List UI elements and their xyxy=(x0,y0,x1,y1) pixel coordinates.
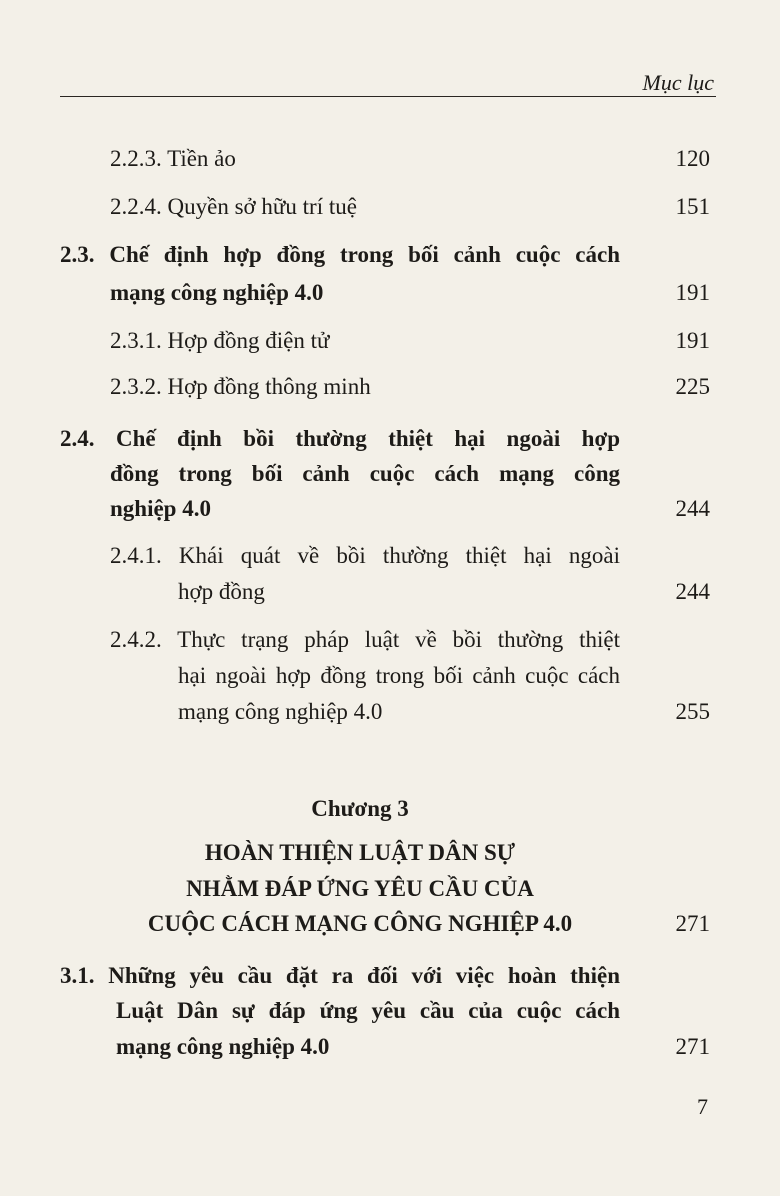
toc-page-3-1: 271 xyxy=(675,1034,710,1059)
toc-entry-2-3-1: 2.3.1. Hợp đồng điện tử xyxy=(110,328,330,353)
toc-page-2-4: 244 xyxy=(675,496,710,521)
chapter-label: Chương 3 xyxy=(311,796,409,821)
page-number: 7 xyxy=(697,1094,708,1119)
toc-entry-2-4-2-line2: hại ngoài hợp đồng trong bối cảnh cuộc cách xyxy=(178,663,620,688)
toc-entry-2-4-1-line2: hợp đồng xyxy=(178,579,265,604)
toc-section-3-1-line2: Luật Dân sự đáp ứng yêu cầu của cuộc cách xyxy=(116,998,620,1023)
header-rule xyxy=(60,96,716,97)
toc-section-2-3-line1: 2.3. Chế định hợp đồng trong bối cảnh cuộc cách xyxy=(60,242,620,267)
toc-entry-2-2-4: 2.2.4. Quyền sở hữu trí tuệ xyxy=(110,194,357,219)
chapter-title-line3: CUỘC CÁCH MẠNG CÔNG NGHIỆP 4.0 xyxy=(147,911,573,936)
chapter-title-line2: NHẰM ĐÁP ỨNG YÊU CẦU CỦA xyxy=(186,876,534,901)
toc-page-2-3: 191 xyxy=(675,280,710,305)
toc-entry-2-2-3: 2.2.3. Tiền ảo xyxy=(110,146,236,171)
toc-entry-2-4-2-line3: mạng công nghiệp 4.0 xyxy=(178,699,383,724)
toc-section-2-4-line3: nghiệp 4.0 xyxy=(110,496,211,521)
toc-section-3-1-line1: 3.1. Những yêu cầu đặt ra đối với việc hoàn thiện xyxy=(60,963,620,988)
toc-page-2-3-2: 225 xyxy=(675,374,710,399)
toc-section-2-4-line2: đồng trong bối cảnh cuộc cách mạng công xyxy=(110,461,620,486)
toc-section-2-4-line1: 2.4. Chế định bồi thường thiệt hại ngoài hợp xyxy=(60,426,620,451)
toc-page-chapter-3: 271 xyxy=(675,911,710,936)
toc-entry-2-3-2: 2.3.2. Hợp đồng thông minh xyxy=(110,374,371,399)
toc-page-2-4-2: 255 xyxy=(675,699,710,724)
toc-entry-2-4-2-line1: 2.4.2. Thực trạng pháp luật về bồi thường thiệt xyxy=(110,627,620,652)
chapter-title-line1: HOÀN THIỆN LUẬT DÂN SỰ xyxy=(204,840,516,865)
toc-section-2-3-line2: mạng công nghiệp 4.0 xyxy=(110,280,324,305)
toc-page-2-2-3: 120 xyxy=(675,146,710,171)
toc-page-2-3-1: 191 xyxy=(675,328,710,353)
toc-entry-2-4-1-line1: 2.4.1. Khái quát về bồi thường thiệt hại ngoài xyxy=(110,543,620,568)
toc-page-2-4-1: 244 xyxy=(675,579,710,604)
toc-page-2-2-4: 151 xyxy=(675,194,710,219)
toc-section-3-1-line3: mạng công nghiệp 4.0 xyxy=(116,1034,330,1059)
running-header-title: Mục lục xyxy=(642,70,714,95)
